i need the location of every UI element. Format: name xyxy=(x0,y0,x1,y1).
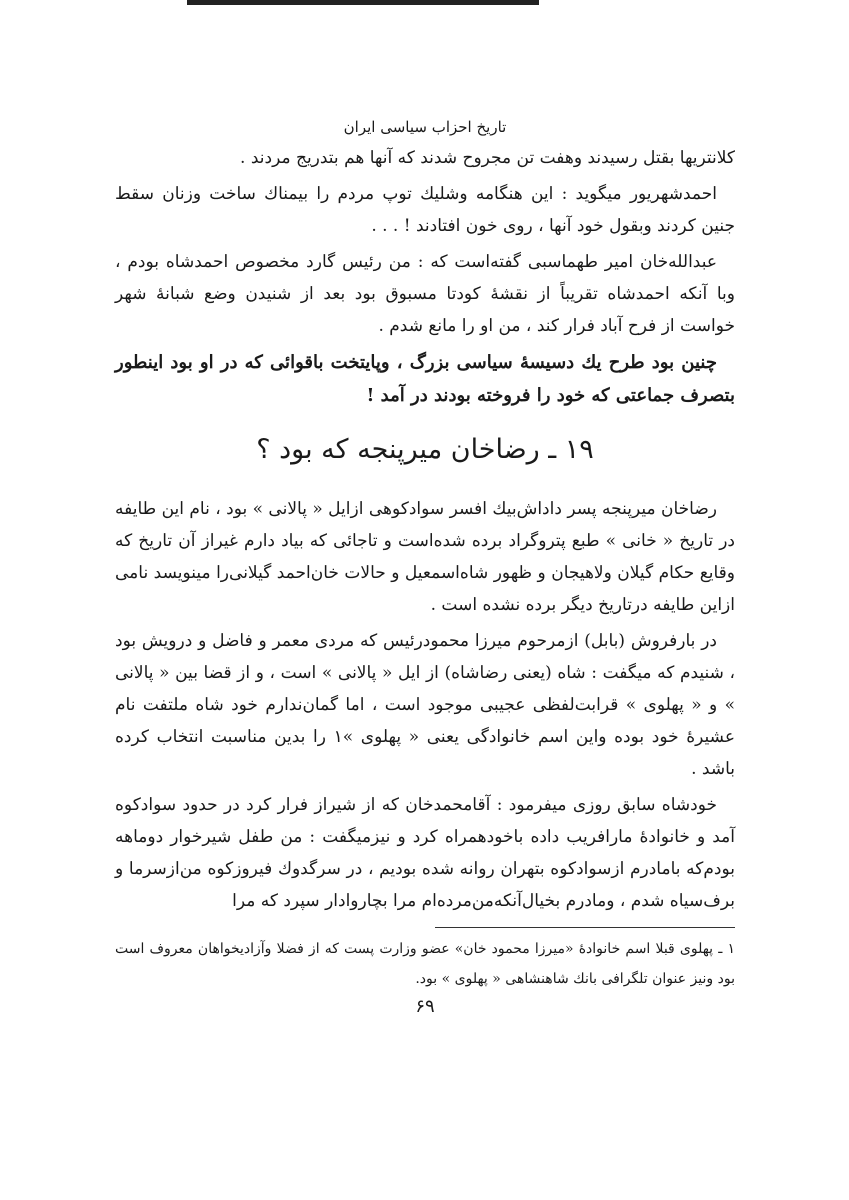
section-title: ۱۹ ـ رضاخان میرپنجه که بود ؟ xyxy=(256,434,594,465)
body-paragraph-childhood: خودشاه سابق روزی میفرمود : آقامحمدخان که از شیراز فرار کرد در حدود سوادکوه آمد و خانوادهٔ مارافریب داده باخودهمراه کرد و نیزمیگفت : من طفل شیرخوار دوماهه بودم‌که بامادرم ازسوادکوه بتهران روانه شده بودیم ، در سرگدوك فیروزکوه من‌ازسرما و برف‌سیاه شدم ، ومادرم بخیال‌آنکه‌من‌مرده‌ام مرا بچاروادار سپرد که مرا xyxy=(115,795,735,911)
paragraph-conclusion: چنین بود طرح یك دسیسهٔ سیاسی بزرگ ، وپایتخت باقوائی که در او بود اینطور بتصرف جماعتی که خود را فروخته بودند در آمد ! xyxy=(115,352,735,406)
paragraph-amir-tahmasebi: عبدالله‌خان امیر طهماسبی گفته‌است که : من رئیس گارد مخصوص احمدشاه بودم ، وبا آنکه احمدشاه تقریباً از نقشهٔ کودتا مسبوق بود بعد از شنیدن وضع شبانهٔ شهر خواست از فرح آباد فرار کند ، من او را مانع شدم . xyxy=(115,252,735,336)
body-paragraph-origin: رضاخان میرپنجه پسر داداش‌بیك افسر سوادکوهی ازایل « پالانی » بود ، نام این طایفه در تاریخ « خانی » طبع پتروگراد برده شده‌است و تاجائی که بیاد دارم غیراز آن تاریخ که وقایع حکام گیلان ولاهیجان و ظهور شاه‌اسمعیل و حالات خان‌احمد گیلانی‌را مینویسد نامی ازاین طایفه درتاریخ دیگر برده نشده است . xyxy=(115,499,735,615)
footnote-divider xyxy=(435,927,735,928)
book-page xyxy=(115,118,735,1017)
paragraph-casualties: کلانتریها بقتل رسیدند وهفت تن مجروح شدند که آنها هم بتدریج مردند . xyxy=(240,148,735,168)
footnote: ۱ ـ پهلوی قبلا اسم خانوادهٔ «میرزا محمود خان» عضو وزارت پست که از فضلا وآزادیخواهان معروف است بود ونیز عنوان تلگرافی بانك شاهنشاهی « پهلوی » بود. xyxy=(115,941,735,987)
page-number: ۶۹ xyxy=(415,996,435,1017)
paragraph-ahmad-shahrivar: احمدشهریور میگوید : این هنگامه وشلیك توپ مردم را بیمناك ساخت وزنان سقط جنین کردند وبقول خود آنها ، روی خون افتادند ! . . . xyxy=(115,184,735,236)
running-head: تاریخ احزاب سیاسی ایران xyxy=(343,118,507,136)
top-border-rule xyxy=(187,0,539,5)
body-paragraph-barforush: در بارفروش (بابل) ازمرحوم میرزا محمودرئیس که مردی معمر و فاضل و درویش بود ، شنیدم که میگفت : شاه (یعنی رضاشاه) از ایل « پالانی » است ، و از قضا بین « پالانی » و « پهلوی » قرابت‌لفظی عجیبی موجود است ، اما گمان‌ندارم خود شاه ملتفت نام عشیرهٔ خود بوده واین اسم خانوادگی یعنی « پهلوی »۱ را بدین مناسبت انتخاب کرده باشد . xyxy=(115,631,735,779)
